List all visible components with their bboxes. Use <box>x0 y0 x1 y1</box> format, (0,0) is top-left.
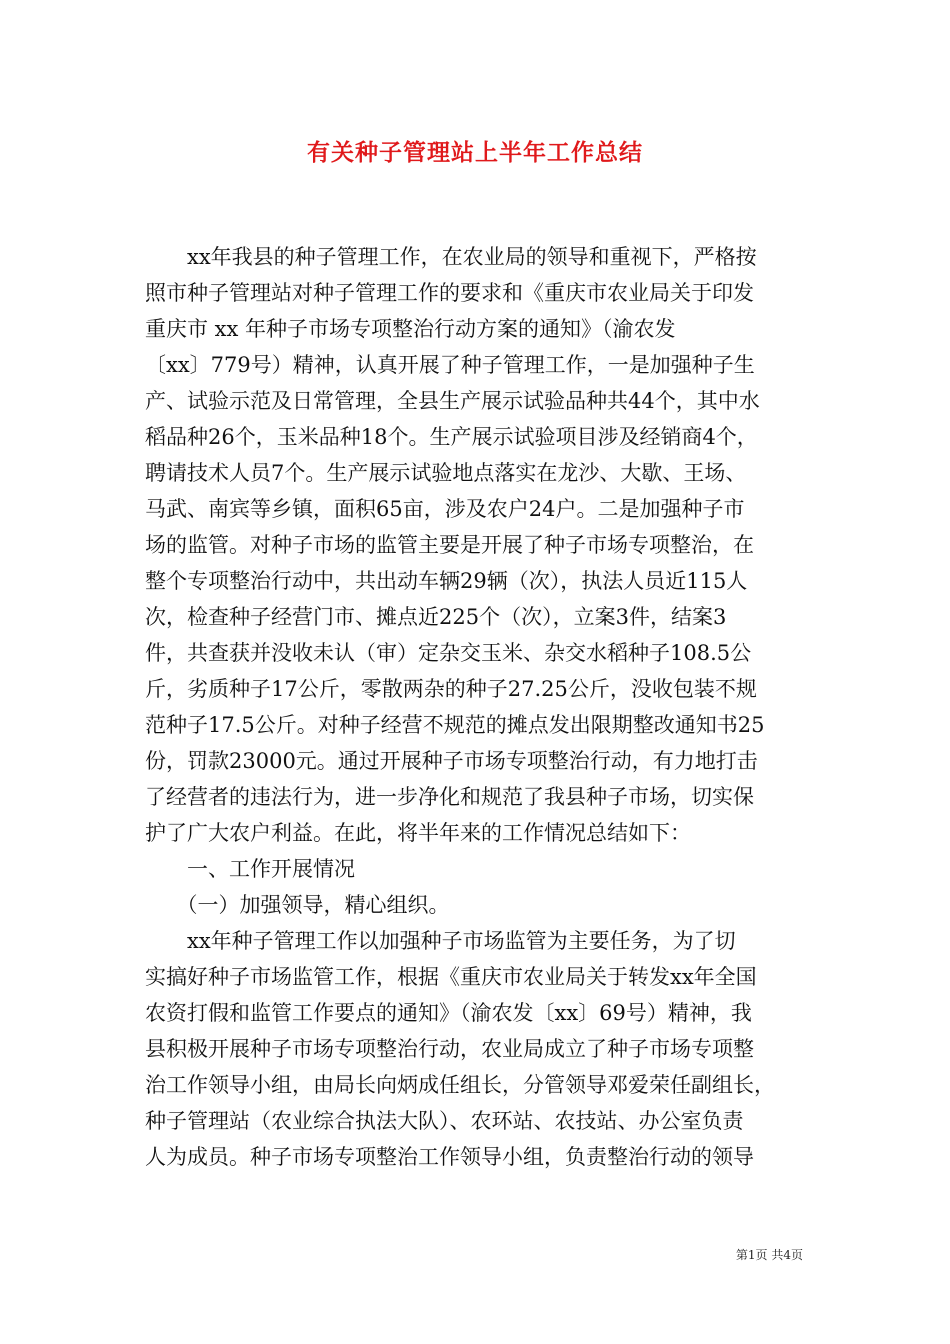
body-text-line: 重庆市 xx 年种子市场专项整治行动方案的通知》（渝农发 <box>145 317 676 341</box>
body-text-line: 整个专项整治行动中，共出动车辆29辆（次），执法人员近115人 <box>145 569 748 593</box>
body-text-line: 种子管理站（农业综合执法大队）、农环站、农技站、办公室负责 <box>145 1109 744 1133</box>
body-text-line: 一、工作开展情况 <box>145 857 355 881</box>
body-text-line: 实搞好种子市场监管工作，根据《重庆市农业局关于转发xx年全国 <box>145 965 757 989</box>
body-text-line: 产、试验示范及日常管理，全县生产展示试验品种共44个，其中水 <box>145 389 760 413</box>
body-text-line: 聘请技术人员7个。生产展示试验地点落实在龙沙、大歇、王场、 <box>145 461 747 485</box>
body-text-line: 人为成员。种子市场专项整治工作领导小组，负责整治行动的领导 <box>145 1145 754 1169</box>
body-text-line: 斤，劣质种子17公斤，零散两杂的种子27.25公斤，没收包装不规 <box>145 677 757 701</box>
document-title: 有关种子管理站上半年工作总结 <box>307 139 643 166</box>
document-body <box>145 239 805 1175</box>
body-text-line: 农资打假和监管工作要点的通知》（渝农发〔xx〕69号）精神，我 <box>145 1001 752 1025</box>
body-text-line: 县积极开展种子市场专项整治行动，农业局成立了种子市场专项整 <box>145 1037 754 1061</box>
body-text-line: 份，罚款23000元。通过开展种子市场专项整治行动，有力地打击 <box>145 749 758 773</box>
body-text-line: xx年种子管理工作以加强种子市场监管为主要任务，为了切 <box>145 929 736 953</box>
body-text-line: 次，检查种子经营门市、摊点近225个（次），立案3件，结案3 <box>145 605 727 629</box>
body-text-line: 稻品种26个，玉米品种18个。生产展示试验项目涉及经销商4个， <box>145 425 758 449</box>
page-number: 第1页 共4页 <box>735 1248 803 1262</box>
body-text-line: 〔xx〕779号）精神，认真开展了种子管理工作，一是加强种子生 <box>145 353 755 377</box>
body-text-line: （一）加强领导，精心组织。 <box>145 893 450 917</box>
body-text-line: xx年我县的种子管理工作，在农业局的领导和重视下，严格按 <box>145 245 757 269</box>
body-text-line: 治工作领导小组，由局长向炳成任组长，分管领导邓爱荣任副组长， <box>145 1073 775 1097</box>
body-text-line: 照市种子管理站对种子管理工作的要求和《重庆市农业局关于印发 <box>145 281 754 305</box>
body-text-line: 护了广大农户利益。在此，将半年来的工作情况总结如下： <box>145 821 691 845</box>
body-text-line: 场的监管。对种子市场的监管主要是开展了种子市场专项整治，在 <box>145 533 754 557</box>
body-text-line: 范种子17.5公斤。对种子经营不规范的摊点发出限期整改通知书25 <box>145 713 765 737</box>
body-text-line: 马武、南宾等乡镇，面积65亩，涉及农户24户。二是加强种子市 <box>145 497 745 521</box>
body-text-line: 件，共查获并没收未认（审）定杂交玉米、杂交水稻种子108.5公 <box>145 641 752 665</box>
body-text-line: 了经营者的违法行为，进一步净化和规范了我县种子市场，切实保 <box>145 785 754 809</box>
